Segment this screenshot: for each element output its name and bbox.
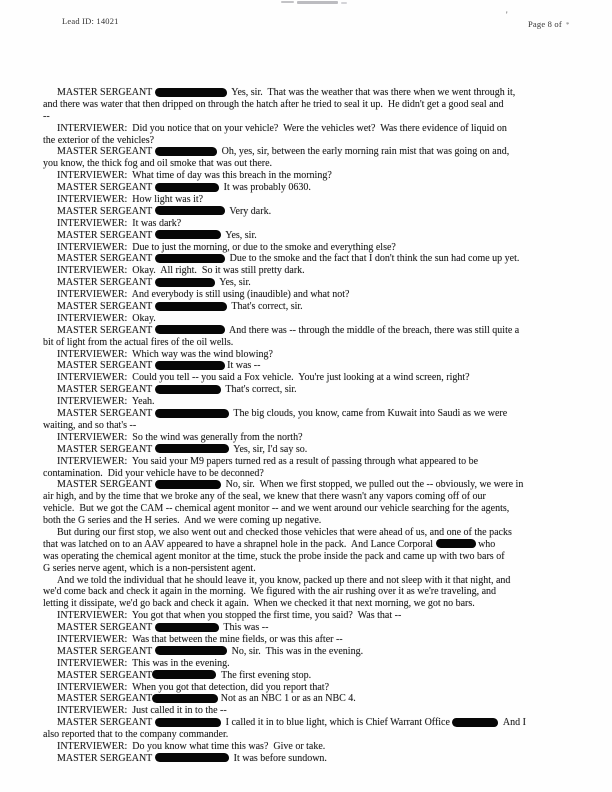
transcript-line: INTERVIEWER: This was in the evening. [57,657,230,669]
transcript-line: MASTER SERGEANT Yes, sir. [57,229,257,241]
transcript-line: air high, and by the time that we broke any of the seal, we knew that there wasn't any vapors coming off of our [43,491,486,503]
redaction-bar [155,646,227,655]
transcript-line: INTERVIEWER: Yeah. [57,396,155,408]
transcript-line: INTERVIEWER: Okay. [57,312,156,324]
transcript-line: MASTER SERGEANT The big clouds, you know, came from Kuwait into Saudi as we were [57,408,508,420]
transcript-line: G series nerve agent, which is a non-persistent agent. [43,562,256,574]
transcript-line: both the G series and the H series. And we were coming up negative. [43,515,322,527]
transcript-line: the exterior of the vehicles? [43,134,155,146]
transcript-line: INTERVIEWER: You said your M9 papers turned red as a result of passing through what appeared to be [57,455,479,467]
transcript-line: INTERVIEWER: And everybody is still using (inaudible) and what not? [57,289,350,301]
redaction-bar [155,753,229,762]
transcript-line: But during our first stop, we also went out and checked those vehicles that were ahead of us, and one of the packs [57,526,512,538]
redaction-bar [155,183,219,192]
transcript-line: MASTER SERGEANT Due to the smoke and the fact that I don't think the sun had come up yet. [57,253,520,265]
redaction-bar [155,718,221,727]
redaction-bar [155,147,217,156]
lead-id-label: Lead ID: 14021 [62,16,119,26]
scan-artifact-speck: ' [506,10,508,20]
redaction-bar [155,254,225,263]
redaction-bar [155,444,229,453]
transcript-line: MASTER SERGEANT The first evening stop. [57,669,312,681]
transcript-line: MASTER SERGEANT This was -- [57,622,269,634]
transcript-line: MASTER SERGEANT No, sir. This was in the evening. [57,645,364,657]
transcript-line: MASTER SERGEANT I called it in to blue light, which is Chief Warrant Office And I [57,717,526,729]
redaction-bar [155,325,225,334]
transcript-line: bit of light from the actual fires of the oil wells. [43,336,234,348]
page-number-suffix: * [565,21,570,29]
redaction-bar [436,539,476,548]
transcript-line: we'd come back and check it again in the morning. We figured with the air rushing over it as we're traveling, and [43,586,497,598]
transcript-line: INTERVIEWER: So the wind was generally from the north? [57,431,303,443]
page-number-label [528,19,570,29]
transcript-line: INTERVIEWER: Which way was the wind blowing? [57,348,273,360]
transcript [43,87,588,765]
scan-artifact-smudge [341,2,347,4]
transcript-line: waiting, and so that's -- [43,419,137,431]
redaction-bar [155,206,225,215]
transcript-line: MASTER SERGEANT It was probably 0630. [57,182,311,194]
transcript-line: MASTER SERGEANT Yes, sir, I'd say so. [57,443,308,455]
transcript-line: vehicle. But we got the CAM -- chemical agent monitor -- and we went around our vehicle searching for the agents, [43,503,510,515]
redaction-bar [155,278,215,287]
redaction-bar [155,623,219,632]
transcript-line: was operating the chemical agent monitor at the time, stuck the probe inside the pack and came up with two bars of [43,550,505,562]
transcript-line: INTERVIEWER: Do you know what time this was? Give or take. [57,740,326,752]
scan-artifact-smudge [297,1,338,4]
transcript-line: MASTER SERGEANT Oh, yes, sir, between the early morning rain mist that was going on and, [57,146,510,158]
transcript-line: INTERVIEWER: You got that when you stopped the first time, you said? Was that -- [57,610,402,622]
transcript-line: MASTER SERGEANT And there was -- through the middle of the breach, there was still quite a [57,324,520,336]
transcript-line: And we told the individual that he should leave it, you know, packed up there and not sleep with it that night, and [57,574,511,586]
transcript-line: INTERVIEWER: How light was it? [57,194,204,206]
transcript-line: INTERVIEWER: Could you tell -- you said a Fox vehicle. You're just looking at a wind screen, right? [57,372,470,384]
transcript-line: also reported that to the company commander. [43,729,229,741]
transcript-line: MASTER SERGEANT Yes, sir. [57,277,251,289]
redaction-bar [155,409,229,418]
transcript-line: contamination. Did your vehicle have to be deconned? [43,467,264,479]
transcript-line: INTERVIEWER: Due to just the morning, or due to the smoke and everything else? [57,241,396,253]
transcript-line: MASTER SERGEANT Yes, sir. That was the weather that was there when we went through it, [57,87,516,98]
transcript-line: MASTER SERGEANT Very dark. [57,205,272,217]
transcript-line: INTERVIEWER: Was that between the mine fields, or was this after -- [57,633,343,645]
transcript-line: that was latched on to an AAV appeared to have a shrapnel hole in the pack. And Lance Corporal who [43,538,496,550]
transcript-line: and there was water that then dripped on through the hatch after he tried to seal it up. He didn't get a good seal and [43,98,504,110]
transcript-line: you know, the thick fog and oil smoke that was out there. [43,158,273,170]
transcript-line: MASTER SERGEANT It was -- [57,360,261,372]
transcript-line: MASTER SERGEANT Not as an NBC 1 or as an NBC 4. [57,693,356,705]
transcript-line: MASTER SERGEANT It was before sundown. [57,752,327,764]
redaction-bar [155,361,225,370]
transcript-line: -- [43,110,50,122]
transcript-line: MASTER SERGEANT That's correct, sir. [57,384,297,396]
redaction-bar [155,88,227,97]
transcript-line: MASTER SERGEANT That's correct, sir. [57,301,303,313]
transcript-line: MASTER SERGEANT No, sir. When we first stopped, we pulled out the -- obviously, we were in [57,479,524,491]
redaction-bar [452,718,498,727]
redaction-bar [155,302,227,311]
transcript-line: INTERVIEWER: It was dark? [57,217,182,229]
transcript-line: INTERVIEWER: Just called it in to the -- [57,705,227,717]
page-number-text: Page 8 of [528,19,562,29]
transcript-line: INTERVIEWER: When you got that detection, did you report that? [57,681,330,693]
transcript-line: letting it dissipate, we'd go back and check it again. When we checked it that next morning, we got no bars. [43,598,475,610]
transcript-line: INTERVIEWER: Did you notice that on your vehicle? Were the vehicles wet? Was there evidence of liquid on [57,122,507,134]
redaction-bar [155,230,221,239]
transcript-line: INTERVIEWER: Okay. All right. So it was still pretty dark. [57,265,305,277]
redaction-bar [152,694,218,703]
transcript-line: INTERVIEWER: What time of day was this breach in the morning? [57,170,332,182]
scan-artifact-smudge [281,1,294,3]
redaction-bar [155,385,221,394]
redaction-bar [152,670,216,679]
redaction-bar [155,480,221,489]
